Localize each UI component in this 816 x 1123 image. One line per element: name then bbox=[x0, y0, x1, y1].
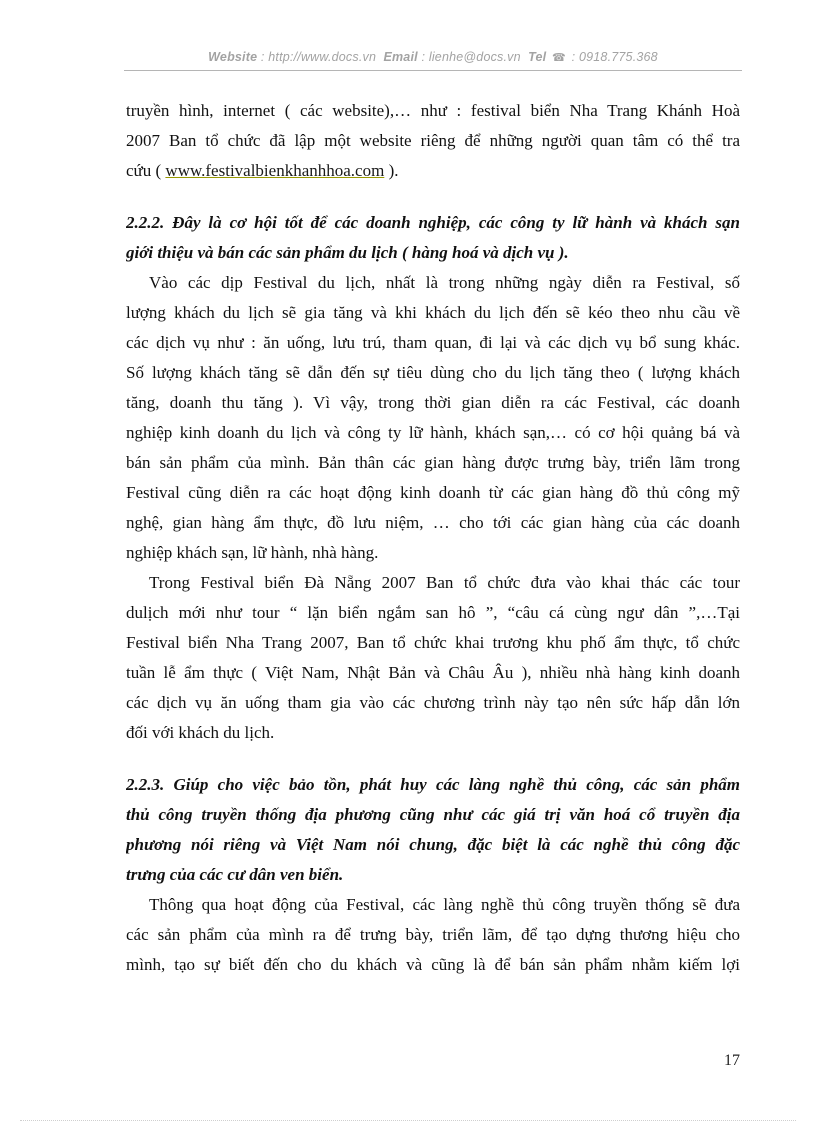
paragraph-line: tuần lễ ẩm thực ( Việt Nam, Nhật Bản và Châu Âu ), nhiều nhà hàng kinh doanh bbox=[126, 663, 740, 682]
paragraph-line: Festival biển Nha Trang 2007, Ban tổ chức khai trương khu phố ẩm thực, tổ chức bbox=[126, 633, 740, 652]
section-222-paragraph-2 bbox=[126, 568, 740, 748]
paragraph-line: lượng khách du lịch sẽ gia tăng và khi khách du lịch đến sẽ kéo theo nhu cầu về bbox=[126, 303, 740, 322]
paragraph-line: mình, tạo sự biết đến cho du khách và cũng là để bán sản phẩm nhằm kiếm lợi bbox=[126, 955, 740, 974]
paragraph-line: nghiệp khách sạn, lữ hành, nhà hàng. bbox=[126, 543, 379, 562]
paragraph-line: các dịch vụ như : ăn uống, lưu trú, tham quan, đi lại và các dịch vụ bổ sung khác. bbox=[126, 333, 740, 352]
section-222-paragraph-1 bbox=[126, 268, 740, 568]
website-url: http://www.docs.vn bbox=[268, 50, 377, 64]
email-value: lienhe@docs.vn bbox=[428, 50, 521, 64]
section-223-paragraph-1 bbox=[126, 890, 740, 980]
heading-line: 2.2.3. Giúp cho việc bảo tồn, phát huy các làng nghề thủ công, các sản phẩm bbox=[126, 775, 740, 794]
phone-icon: ☎ bbox=[552, 52, 566, 64]
email-label: Email bbox=[383, 50, 418, 64]
document-body bbox=[126, 96, 740, 980]
paragraph-line: nghệ, gian hàng ẩm thực, đồ lưu niệm, … cho tới các gian hàng của các doanh bbox=[126, 513, 740, 532]
page-header bbox=[124, 50, 742, 64]
paragraph-line: các sản phẩm của mình ra để trưng bày, triển lãm, để tạo dựng thương hiệu cho bbox=[126, 925, 740, 944]
paragraph-line: Festival cũng diễn ra các hoạt động kinh doanh từ các gian hàng đồ thủ công mỹ bbox=[126, 483, 740, 502]
festival-website-link[interactable]: www.festivalbienkhanhhoa.com bbox=[165, 161, 385, 180]
heading-line: trưng của các cư dân ven biển. bbox=[126, 865, 344, 884]
website-label: Website bbox=[208, 50, 258, 64]
section-223-heading bbox=[126, 770, 740, 890]
paragraph-line: tăng, doanh thu tăng ). Vì vậy, trong thời gian diễn ra các Festival, các doanh bbox=[126, 393, 740, 412]
intro-line bbox=[126, 156, 740, 186]
intro-text: ). bbox=[384, 161, 399, 180]
header-divider bbox=[124, 70, 742, 71]
email-separator: : bbox=[417, 50, 429, 64]
section-222-heading bbox=[126, 208, 740, 268]
intro-line: 2007 Ban tổ chức đã lập một website riêng để những người quan tâm có thể tra bbox=[126, 131, 740, 150]
heading-line: thủ công truyền thống địa phương cũng như các giá trị văn hoá cổ truyền địa bbox=[126, 805, 740, 824]
paragraph-line: Thông qua hoạt động của Festival, các làng nghề thủ công truyền thống sẽ đưa bbox=[149, 895, 740, 914]
paragraph-line: dulịch mới như tour “ lặn biển ngắm san hô ”, “câu cá cùng ngư dân ”,…Tại bbox=[126, 603, 740, 622]
website-separator: : bbox=[257, 50, 269, 64]
paragraph-line: bán sản phẩm của mình. Bản thân các gian hàng được trưng bày, triển lãm trong bbox=[126, 453, 740, 472]
tel-separator: : bbox=[567, 50, 579, 64]
heading-line: phương nói riêng và Việt Nam nói chung, đặc biệt là các nghề thủ công đặc bbox=[126, 835, 740, 854]
paragraph-line: các dịch vụ ăn uống tham gia vào các chương trình này tạo nên sức hấp dẫn lớn bbox=[126, 693, 740, 712]
tel-label: Tel bbox=[528, 50, 547, 64]
heading-line: giới thiệu và bán các sản phẩm du lịch ( hàng hoá và dịch vụ ). bbox=[126, 243, 569, 262]
intro-line: truyền hình, internet ( các website),… như : festival biển Nha Trang Khánh Hoà bbox=[126, 101, 740, 120]
page-number: 17 bbox=[724, 1052, 740, 1069]
paragraph-line: đối với khách du lịch. bbox=[126, 723, 275, 742]
paragraph-line: Vào các dịp Festival du lịch, nhất là trong những ngày diễn ra Festival, số bbox=[149, 273, 740, 292]
heading-line: 2.2.2. Đây là cơ hội tốt để các doanh nghiệp, các công ty lữ hành và khách sạn bbox=[126, 213, 740, 232]
paragraph-line: Trong Festival biển Đà Nẵng 2007 Ban tổ chức đưa vào khai thác các tour bbox=[149, 573, 740, 592]
intro-text: cứu ( bbox=[126, 161, 166, 180]
paragraph-line: nghiệp kinh doanh du lịch và công ty lữ hành, khách sạn,… có cơ hội quảng bá và bbox=[126, 423, 740, 442]
paragraph-line: Số lượng khách tăng sẽ dẫn đến sự tiêu dùng cho du lịch tăng theo ( lượng khách bbox=[126, 363, 740, 382]
tel-value: 0918.775.368 bbox=[578, 50, 658, 64]
footer-divider bbox=[20, 1120, 796, 1121]
